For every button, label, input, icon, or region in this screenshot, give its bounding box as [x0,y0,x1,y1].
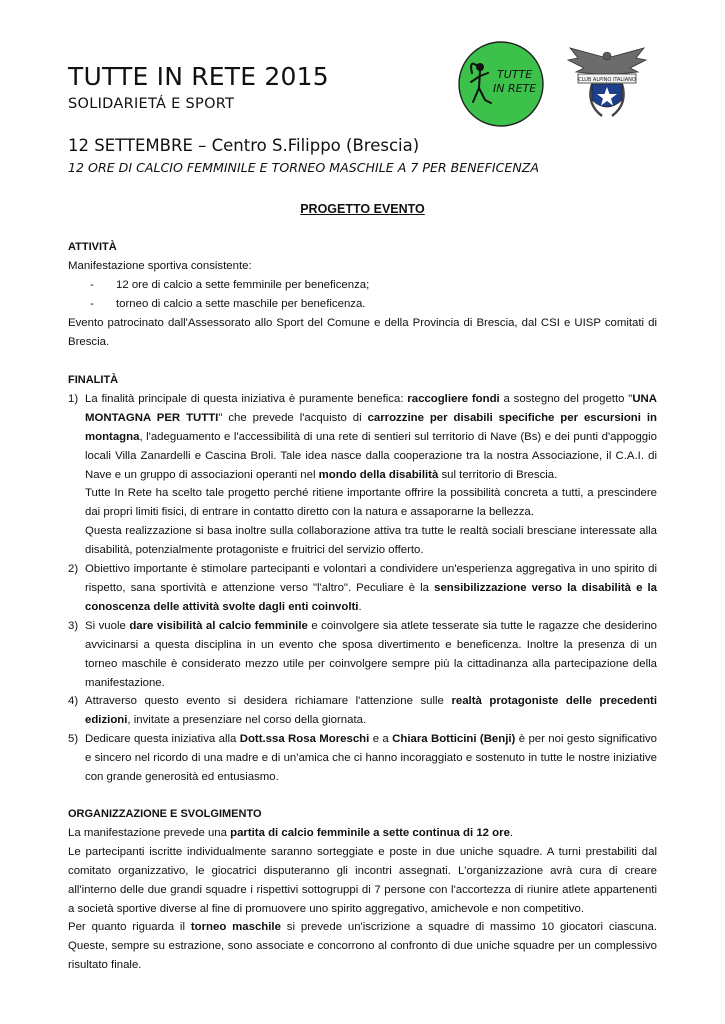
attivita-heading: ATTIVITÀ [68,241,117,253]
finalita-item-1-cont: Tutte In Rete ha scelto tale progetto perché ritiene importante offrire la possibilità concreta a tutti, a prescindere dai propri limiti fisici, di entrare in contatto diretto con la natura e assaporarne la bellezza. [85,487,657,519]
organizzazione-para-3: Per quanto riguarda il torneo maschile si prevede un'iscrizione a squadre di massimo 10 giocatori ciascuna. Queste, sempre su estrazione, sono associate e concorrono al confronto di due uniche squadre per un complessivo risultato finale. [68,921,658,972]
cai-banner-text: CLUB ALPINO ITALIANO [578,77,636,83]
event-date-location: 12 SETTEMBRE – Centro S.Filippo (Brescia) [68,136,420,155]
attivita-section [68,238,657,351]
tutte-in-rete-logo [457,40,545,128]
organizzazione-para-1: La manifestazione prevede una partita di calcio femminile a sette continua di 12 ore. [68,826,514,839]
attivita-patronage: Evento patrocinato dall'Assessorato allo Sport del Comune e della Provincia di Brescia, dal CSI e UISP comitati di Brescia. [68,316,657,348]
list-item: - 12 ore di calcio a sette femminile per beneficenza; [90,278,370,291]
finalita-item-1-cont: Questa realizzazione si basa inoltre sulla collaborazione attiva tra tutte le realtà sociali bresciane interessate alla disabilità, potenzialmente protagoniste e fruitrici del servizio offerto. [85,525,657,557]
cai-logo [562,44,652,122]
list-item: - torneo di calcio a sette maschile per beneficenza. [90,297,366,310]
logo-text-line2: IN RETE [493,82,537,95]
logo-text-line1: TUTTE [497,68,533,81]
finalita-item-3: 3) Si vuole dare visibilità al calcio femminile e coinvolgere sia atlete tesserate sia tutte le ragazze che desiderino avvicinarsi a questa disciplina in un evento che sposa divertimento e beneficenza. Inoltre la presenza di un torneo maschile è considerato mezzo utile per coinvolgere sempre più la cittadinanza alla partecipazione della manifestazione. [68,619,657,689]
organizzazione-heading: ORGANIZZAZIONE E SVOLGIMENTO [68,808,262,820]
event-description: 12 ORE DI CALCIO FEMMINILE E TORNEO MASCHILE A 7 PER BENEFICENZA [68,160,539,175]
section-title: PROGETTO EVENTO [300,202,425,216]
attivita-intro: Manifestazione sportiva consistente: [68,259,252,272]
finalita-section [68,371,657,787]
finalita-item-2: 2) Obiettivo importante è stimolare partecipanti e volontari a condividere un'esperienza aggregativa in uno spirito di rispetto, sana sportività e attenzione verso "l'altro". Peculiare è la sensibilizzazione verso la disabilità e la conoscenza delle attività svolte dagli enti coinvolti. [68,563,657,613]
finalita-item-1: 1) La finalità principale di questa iniziativa è puramente benefica: raccogliere fondi a sostegno del progetto "UNA MONTAGNA PER TUTTI" che prevede l'acquisto di carrozzine per disabili specifiche per escursioni in montagna, l'adeguamento e l'accessibilità di una rete di sentieri sul territorio di Nave (Bs) e dei punti d'appoggio locali Villa Zanardelli e Cascina Broli. Tale idea nasce dalla cooperazione tra la nostra Associazione, il C.A.I. di Nave e un gruppo di associazioni operanti nel mondo della disabilità sul territorio di Brescia. [68,392,657,481]
document-subtitle: SOLIDARIETÁ E SPORT [68,96,235,112]
organizzazione-section [68,805,657,975]
finalita-heading: FINALITÀ [68,374,119,386]
finalita-item-4: 4) Attraverso questo evento si desidera richiamare l'attenzione sulle realtà protagoniste delle precedenti edizioni, invitate a presenziare nel corso della giornata. [68,695,657,727]
organizzazione-para-2: Le partecipanti iscritte individualmente saranno sorteggiate e poste in due uniche squadre. A turni prestabiliti dal comitato organizzativo, le giocatrici disputeranno gli incontri assegnati. L'organizzazione avrà cura di creare all'interno delle due grandi squadre i rispettivi sottogruppi di 7 persone con l'accortezza di riunire atlete appartenenti a società sportive diverse al fine di promuovere uno spirito aggregativo, amichevole e non competitivo. [68,845,657,915]
finalita-item-5: 5) Dedicare questa iniziativa alla Dott.ssa Rosa Moreschi e a Chiara Botticini (Benji) è per noi gesto significativo e sincero nel ricordo di una madre e di un'amica che ci hanno incoraggiato e sostenuto in tutte le nostre iniziative con grande generosità ed entusiasmo. [68,733,658,784]
document-title: TUTTE IN RETE 2015 [68,62,329,91]
